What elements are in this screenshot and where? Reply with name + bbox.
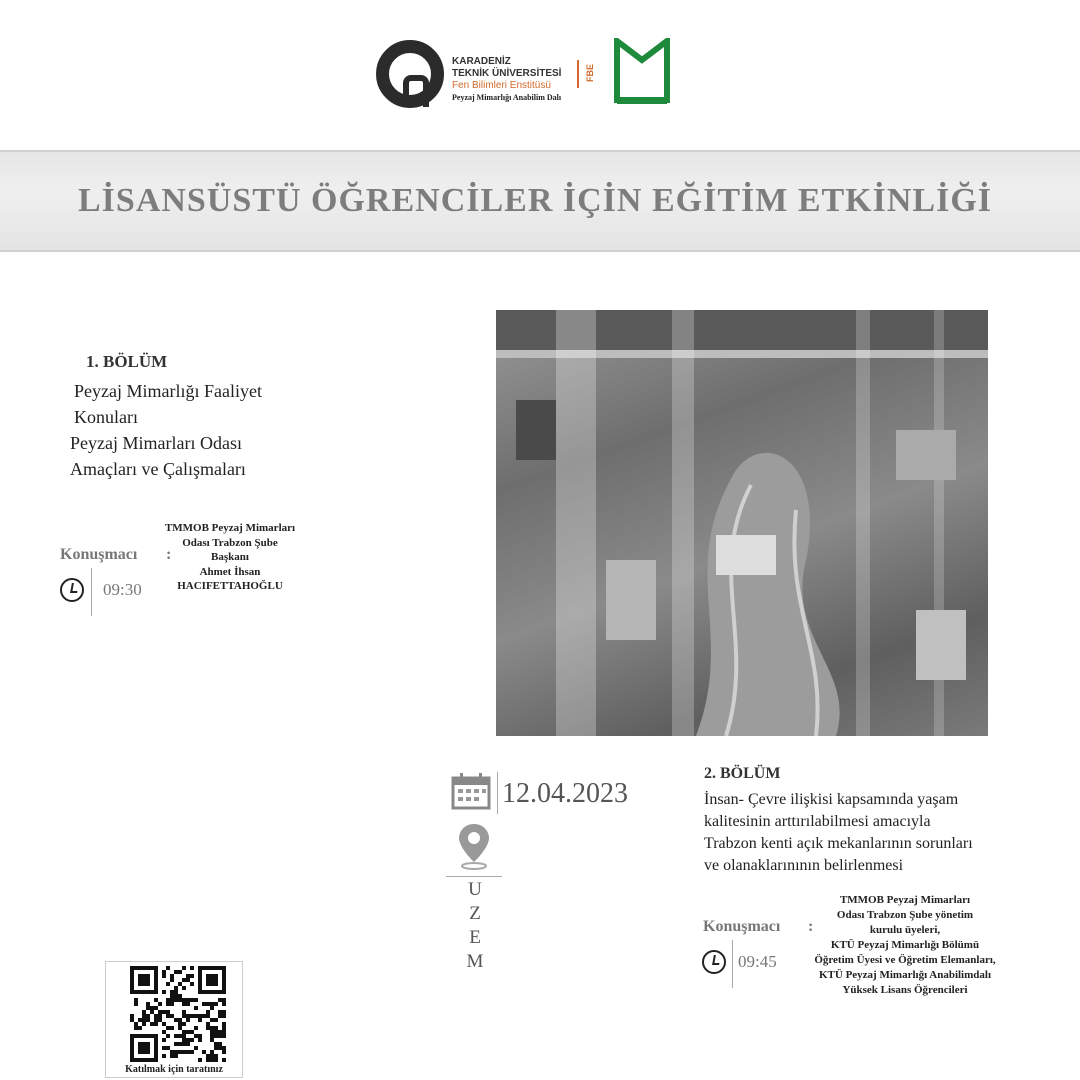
- department-logo: [614, 38, 670, 106]
- location-letter: M: [466, 951, 484, 972]
- speaker-line: TMMOB Peyzaj Mimarları: [164, 522, 296, 534]
- institute-name: Fen Bilimleri Enstitüsü: [452, 80, 551, 91]
- speaker-line: HACIFETTAHOĞLU: [177, 580, 283, 592]
- speaker-line: TMMOB Peyzaj Mimarları: [839, 894, 971, 906]
- title-banner: [0, 150, 1080, 252]
- qr-caption: Katılmak için taratınız: [125, 1064, 223, 1075]
- divider: [91, 568, 92, 616]
- speaker-line: Odası Trabzon Şube yönetim: [836, 909, 974, 921]
- location-letter: Z: [469, 903, 481, 924]
- university-line2: TEKNİK ÜNİVERSİTESİ: [452, 68, 562, 79]
- section1-line: Amaçları ve Çalışmaları: [70, 459, 246, 479]
- location-pin-icon: [456, 822, 492, 872]
- qr-code-pattern: [130, 966, 226, 1062]
- colon: :: [166, 546, 172, 563]
- section2-line: Trabzon kenti açık mekanlarının sorunları: [704, 835, 973, 852]
- section2-line: kalitesinin arttırılabilmesi amacıyla: [704, 813, 931, 830]
- section1-line: Peyzaj Mimarları Odası: [70, 433, 242, 453]
- event-date: 12.04.2023: [502, 778, 628, 809]
- speaker-line: KTÜ Peyzaj Mimarlığı Anabilimdalı: [818, 969, 992, 981]
- speaker-line: Ahmet İhsan: [199, 565, 261, 578]
- section2-description: [704, 789, 973, 877]
- speaker-line: Yüksek Lisans Öğrencileri: [842, 984, 968, 996]
- divider: [577, 60, 579, 88]
- divider: [732, 940, 733, 988]
- city-photo: [496, 310, 988, 736]
- section1-heading: 1. BÖLÜM: [86, 352, 168, 371]
- section2-line: İnsan- Çevre ilişkisi kapsamında yaşam: [704, 791, 959, 808]
- section1-time: 09:30: [103, 580, 142, 599]
- section2-speaker: [790, 893, 1020, 998]
- section2-time: 09:45: [738, 952, 777, 971]
- ktu-logo: [376, 40, 444, 108]
- section1-line: Peyzaj Mimarlığı Faaliyet: [74, 381, 262, 401]
- speaker-line: Öğretim Üyesi ve Öğretim Elemanları,: [814, 954, 996, 966]
- divider: [446, 876, 502, 877]
- speaker-label: Konuşmacı: [703, 918, 781, 935]
- section2-heading: 2. BÖLÜM: [704, 765, 781, 782]
- colon: :: [808, 918, 814, 935]
- university-line1: KARADENİZ: [452, 56, 511, 67]
- department-name: Peyzaj Mimarlığı Anabilim Dalı: [452, 93, 562, 102]
- section1-description: [70, 378, 262, 482]
- divider: [497, 772, 498, 814]
- speaker-line: Başkanı: [211, 551, 249, 563]
- section1-line: Konuları: [74, 407, 138, 427]
- page-title: LİSANSÜSTÜ ÖĞRENCİLER İÇİN EĞİTİM ETKİNLİĞİ: [78, 182, 993, 219]
- university-name: [452, 56, 561, 104]
- location-letter: U: [468, 879, 482, 900]
- fbe-badge: FBE: [585, 64, 595, 82]
- calendar-icon: [451, 772, 491, 810]
- speaker-line: KTÜ Peyzaj Mimarlığı Bölümü: [830, 939, 980, 951]
- event-location: [462, 878, 488, 974]
- clock-icon: [60, 578, 84, 602]
- speaker-label: Konuşmacı: [60, 546, 138, 563]
- location-letter: E: [469, 927, 481, 948]
- qr-code[interactable]: [105, 961, 243, 1078]
- clock-icon: [702, 950, 726, 974]
- speaker-line: kurulu üyeleri,: [869, 924, 941, 936]
- speaker-line: Odası Trabzon Şube: [182, 536, 278, 549]
- section1-speaker: [150, 521, 310, 594]
- section2-line: ve olanaklarınının belirlenmesi: [704, 857, 904, 874]
